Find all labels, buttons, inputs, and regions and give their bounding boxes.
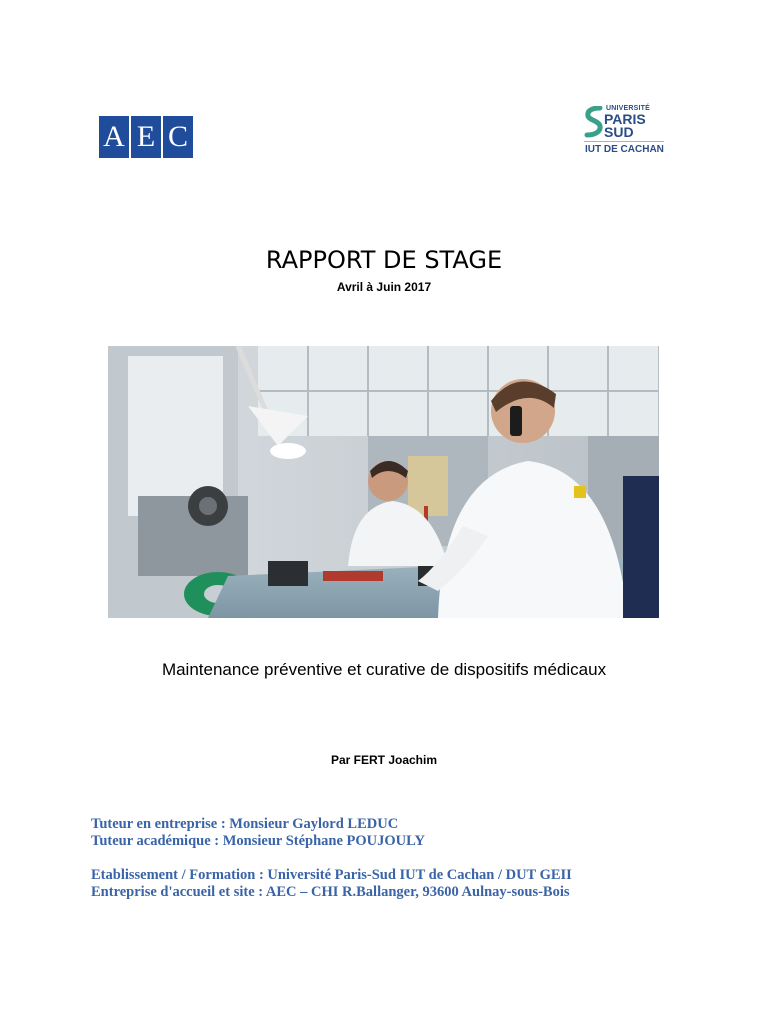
page-title: RAPPORT DE STAGE	[265, 246, 503, 274]
logo-divider	[584, 141, 664, 142]
logo-universite-text: UNIVERSITÉ	[606, 105, 651, 112]
tutors-block	[91, 816, 425, 850]
company-tutor: Tuteur en entreprise : Monsieur Gaylord LEDUC	[91, 816, 399, 832]
academic-tutor: Tuteur académique : Monsieur Stéphane POUJOULY	[91, 833, 425, 849]
logo-iut-cachan-text: IUT DE CACHAN	[585, 144, 664, 155]
aec-logo-letter-a: A	[99, 116, 129, 158]
report-topic: Maintenance préventive et curative de dispositifs médicaux	[161, 660, 607, 679]
period-subtitle: Avril à Juin 2017	[336, 280, 432, 294]
universite-paris-sud-logo	[584, 104, 668, 158]
author-line: Par FERT Joachim	[330, 753, 438, 767]
paris-sud-s-icon	[584, 106, 604, 138]
institution-block	[91, 867, 572, 901]
logo-sud-text: SUD	[604, 124, 634, 140]
lab-technicians-photo	[108, 346, 659, 618]
logo-paris-text: PARIS	[604, 111, 646, 127]
photo-illustration	[108, 346, 659, 618]
aec-logo-letter-c: C	[163, 116, 193, 158]
school-formation: Etablissement / Formation : Université Paris-Sud IUT de Cachan / DUT GEII	[91, 867, 572, 883]
host-company: Entreprise d'accueil et site : AEC – CHI R.Ballanger, 93600 Aulnay-sous-Bois	[91, 884, 570, 900]
aec-logo	[99, 116, 193, 158]
aec-logo-letter-e: E	[131, 116, 161, 158]
